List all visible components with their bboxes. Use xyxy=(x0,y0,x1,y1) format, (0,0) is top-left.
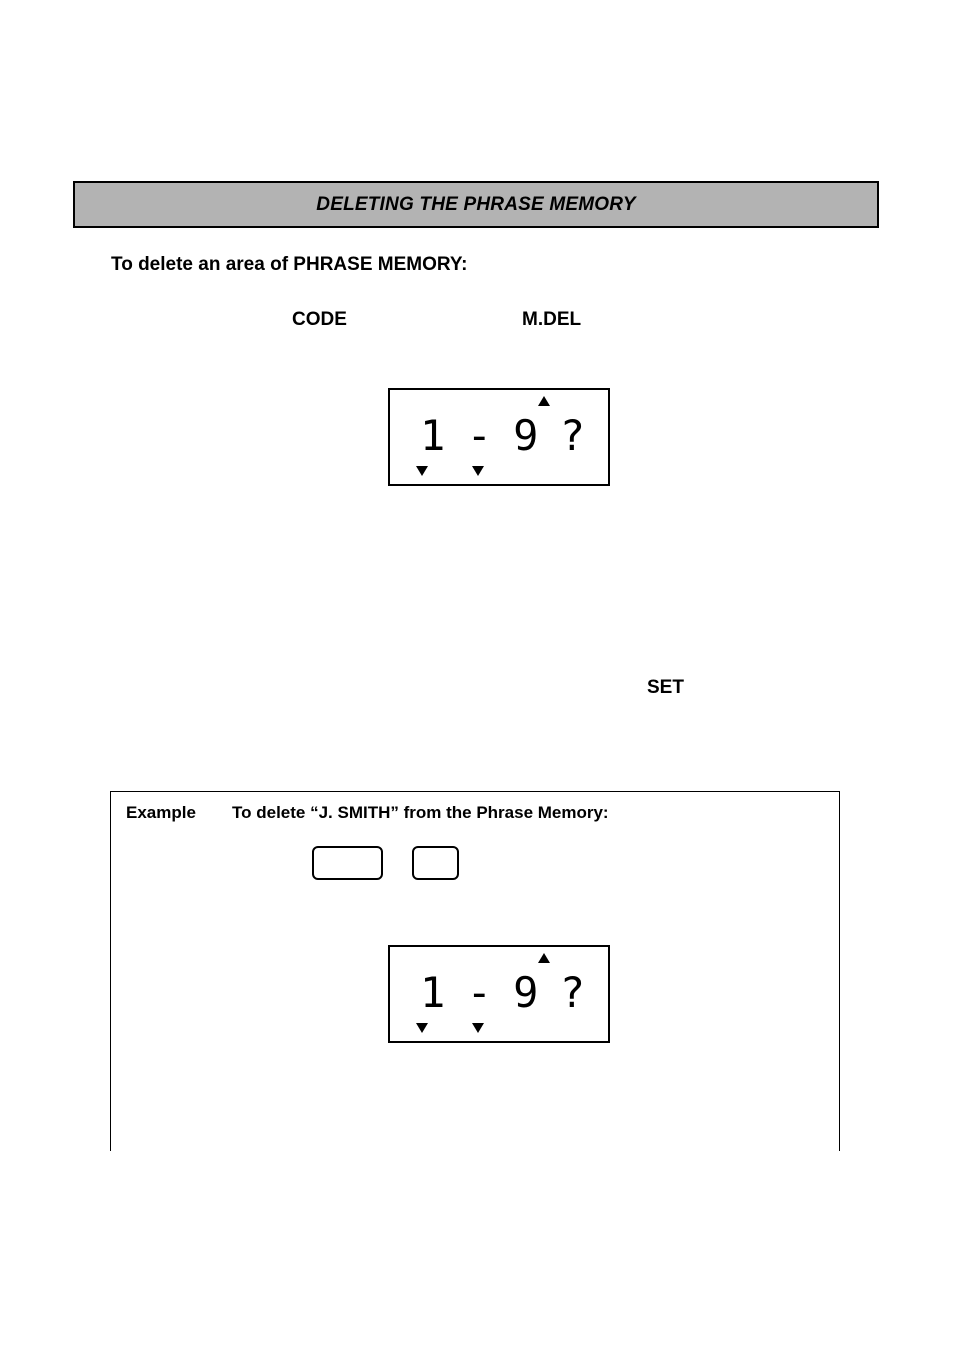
lcd-text: 1 - 9 ? xyxy=(420,411,584,460)
section-header xyxy=(73,181,879,228)
indicator-down-icon xyxy=(472,1023,484,1033)
example-description: To delete “J. SMITH” from the Phrase Memory: xyxy=(232,803,609,822)
code-key-label: CODE xyxy=(292,309,347,330)
example-label: Example xyxy=(126,803,196,822)
intro-heading: To delete an area of PHRASE MEMORY: xyxy=(111,254,468,275)
indicator-up-icon xyxy=(538,953,550,963)
mdel-key-illustration xyxy=(412,846,459,880)
section-title: DELETING THE PHRASE MEMORY xyxy=(316,193,636,215)
code-key-illustration xyxy=(312,846,383,880)
indicator-up-icon xyxy=(538,396,550,406)
example-lcd-text: 1 - 9 ? xyxy=(420,968,584,1017)
indicator-down-icon xyxy=(472,466,484,476)
lcd-display xyxy=(388,388,610,486)
indicator-down-icon xyxy=(416,466,428,476)
mdel-key-label: M.DEL xyxy=(522,309,582,330)
example-lcd-display xyxy=(388,945,610,1043)
indicator-down-icon xyxy=(416,1023,428,1033)
set-key-label: SET xyxy=(647,677,684,698)
